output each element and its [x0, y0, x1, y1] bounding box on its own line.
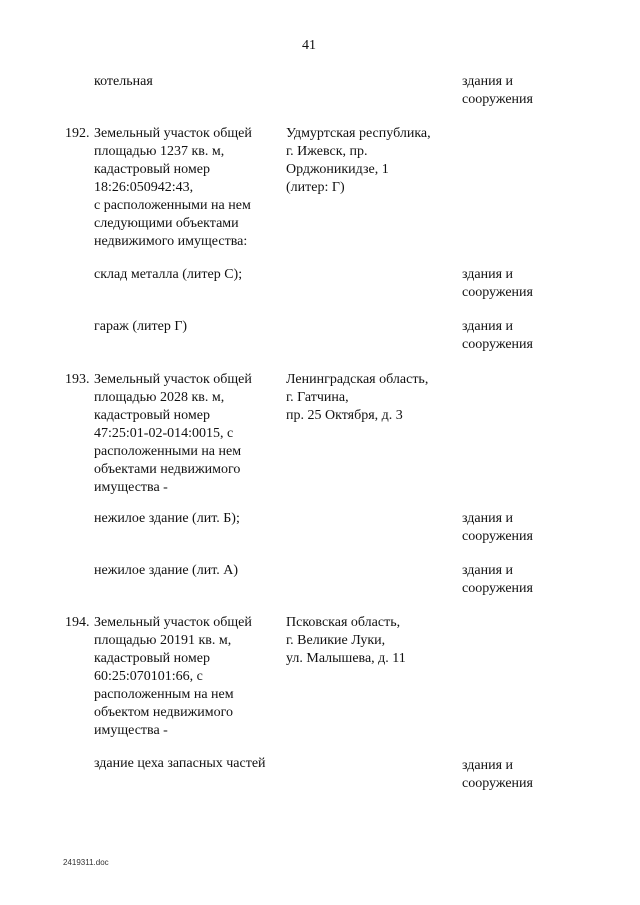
- entry-address-line: ул. Малышева, д. 11: [286, 651, 406, 666]
- item-type-line: здания и: [462, 511, 514, 526]
- item-type-line: сооружения: [462, 529, 533, 544]
- footer-filename: 2419311.doc: [63, 858, 109, 867]
- entry-address-line: (литер: Г): [286, 180, 345, 195]
- entry-address-line: Орджоникидзе, 1: [286, 162, 389, 177]
- item-type-line: здания и: [462, 758, 514, 773]
- item-type-line: здания и: [462, 319, 514, 334]
- entry-description-line: Земельный участок общей: [94, 126, 252, 141]
- entry-address-line: г. Гатчина,: [286, 390, 349, 405]
- item-name: здание цеха запасных частей: [94, 756, 266, 771]
- entry-description-line: 60:25:070101:66, с: [94, 669, 203, 684]
- entry-address-line: г. Великие Луки,: [286, 633, 386, 648]
- entry-description-line: недвижимого имущества:: [94, 234, 248, 249]
- entry-number: 194.: [65, 615, 90, 630]
- entry-description-line: имущества -: [94, 480, 168, 495]
- entry-description-line: расположенным на нем: [94, 687, 234, 702]
- entry-description-line: с расположенными на нем: [94, 198, 251, 213]
- entry-description-line: следующими объектами: [94, 216, 239, 231]
- entry-description-line: площадью 2028 кв. м,: [94, 390, 225, 405]
- item-type-line: сооружения: [462, 92, 533, 107]
- item-name: склад металла (литер С);: [94, 267, 243, 282]
- item-type-line: здания и: [462, 563, 514, 578]
- entry-description-line: 18:26:050942:43,: [94, 180, 194, 195]
- item-name: нежилое здание (лит. А): [94, 563, 239, 578]
- entry-description-line: кадастровый номер: [94, 408, 210, 423]
- entry-description-line: площадью 1237 кв. м,: [94, 144, 225, 159]
- entry-description-line: Земельный участок общей: [94, 372, 252, 387]
- entry-address-line: Псковская область,: [286, 615, 401, 630]
- entry-number: 193.: [65, 372, 90, 387]
- entry-description-line: 47:25:01-02-014:0015, с: [94, 426, 234, 441]
- entry-description-line: кадастровый номер: [94, 651, 210, 666]
- entry-description-line: расположенными на нем: [94, 444, 242, 459]
- entry-description-line: кадастровый номер: [94, 162, 210, 177]
- entry-description-line: объектами недвижимого: [94, 462, 241, 477]
- entry-description-line: объектом недвижимого: [94, 705, 234, 720]
- item-type-line: здания и: [462, 74, 514, 89]
- item-type-line: сооружения: [462, 337, 533, 352]
- entry-address-line: пр. 25 Октября, д. 3: [286, 408, 403, 423]
- item-name: котельная: [94, 74, 153, 89]
- item-name: гараж (литер Г): [94, 319, 188, 334]
- item-type-line: здания и: [462, 267, 514, 282]
- entry-description-line: площадью 20191 кв. м,: [94, 633, 232, 648]
- item-type-line: сооружения: [462, 776, 533, 791]
- entry-description-line: Земельный участок общей: [94, 615, 252, 630]
- item-name: нежилое здание (лит. Б);: [94, 511, 240, 526]
- item-type-line: сооружения: [462, 581, 533, 596]
- entry-description-line: имущества -: [94, 723, 168, 738]
- entry-address-line: Ленинградская область,: [286, 372, 429, 387]
- item-type-line: сооружения: [462, 285, 533, 300]
- entry-number: 192.: [65, 126, 90, 141]
- entry-address-line: г. Ижевск, пр.: [286, 144, 368, 159]
- page-number: 41: [302, 38, 316, 53]
- entry-address-line: Удмуртская республика,: [286, 126, 431, 141]
